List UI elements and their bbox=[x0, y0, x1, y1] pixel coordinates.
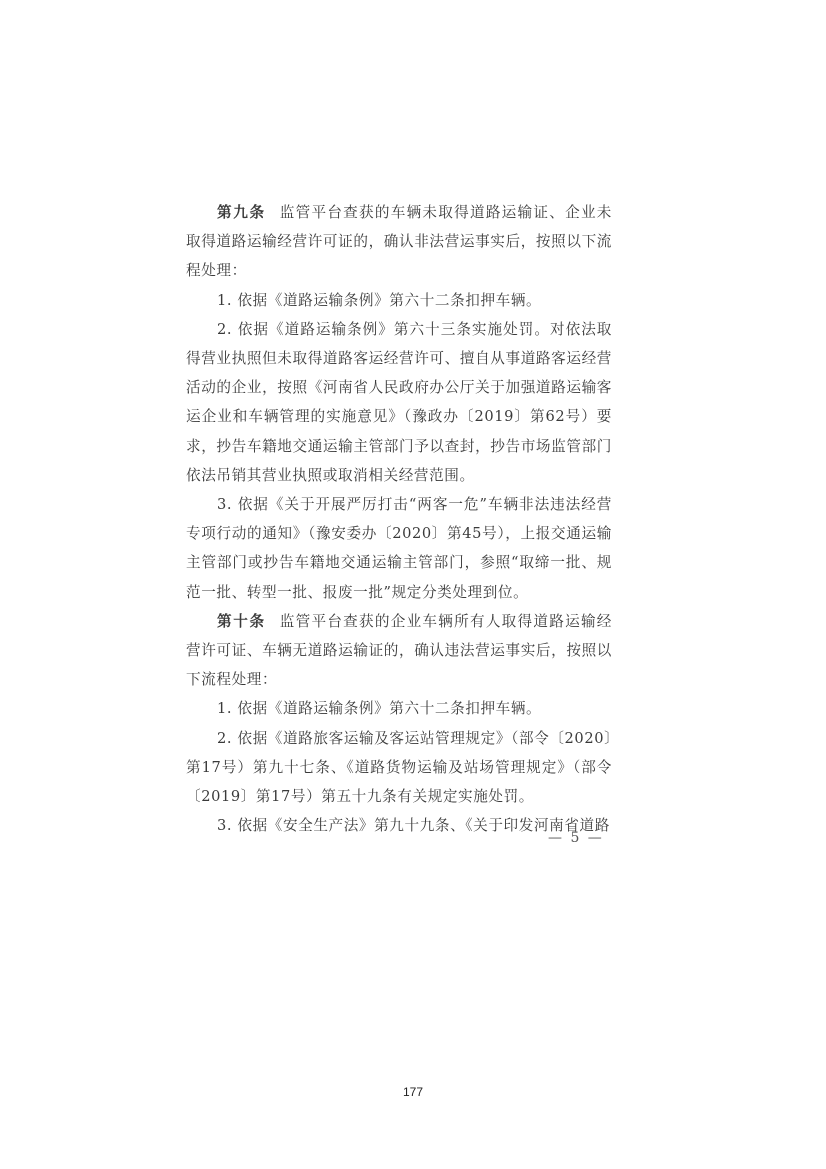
article-9-item-2: 2. 依据《道路运输条例》第六十三条实施处罚。对依法取得营业执照但未取得道路客运经营许可、擅自从事道路客运经营活动的企业，按照《河南省人民政府办公厅关于加强道路运输客运企业和车辆管理的实施意见》（豫政办〔2019〕第62号）要求，抄告车籍地交通运输主管部门予以查封，抄告市场监管部门依法吊销其营业执照或取消相关经营范围。 bbox=[186, 320, 612, 484]
article-10-paragraph bbox=[186, 607, 612, 695]
article-9-item-1: 1. 依据《道路运输条例》第六十二条扣押车辆。 bbox=[217, 291, 542, 309]
footer-page-number: 177 bbox=[402, 1085, 424, 1099]
document-body bbox=[186, 198, 612, 840]
article-10-text: 监管平台查获的企业车辆所有人取得道路运输经营许可证、车辆无道路运输证的，确认违法营运事实后，按照以下流程处理： bbox=[186, 612, 612, 689]
article-9-paragraph bbox=[186, 198, 612, 286]
inner-page-number: — 5 — bbox=[548, 830, 604, 846]
article-10-item-3: 3. 依据《安全生产法》第九十九条、《关于印发河南省道路 bbox=[217, 817, 610, 835]
article-10-heading: 第十条 bbox=[217, 612, 266, 630]
article-10-item-1: 1. 依据《道路运输条例》第六十二条扣押车辆。 bbox=[217, 700, 542, 718]
article-10-item-2: 2. 依据《道路旅客运输及客运站管理规定》（部令〔2020〕第17号）第九十七条、《道路货物运输及站场管理规定》（部令〔2019〕第17号）第五十九条有关规定实施处罚。 bbox=[186, 729, 612, 806]
article-9-text: 监管平台查获的车辆未取得道路运输证、企业未取得道路运输经营许可证的，确认非法营运事实后，按照以下流程处理： bbox=[186, 204, 612, 280]
article-9-heading: 第九条 bbox=[217, 204, 266, 221]
article-9-item-3: 3. 依据《关于开展严厉打击“两客一危”车辆非法违法经营专项行动的通知》（豫安委办〔2020〕第45号），上报交通运输主管部门或抄告车籍地交通运输主管部门，参照“取缔一批、规范一批、转型一批、报废一批”规定分类处理到位。 bbox=[186, 496, 612, 601]
